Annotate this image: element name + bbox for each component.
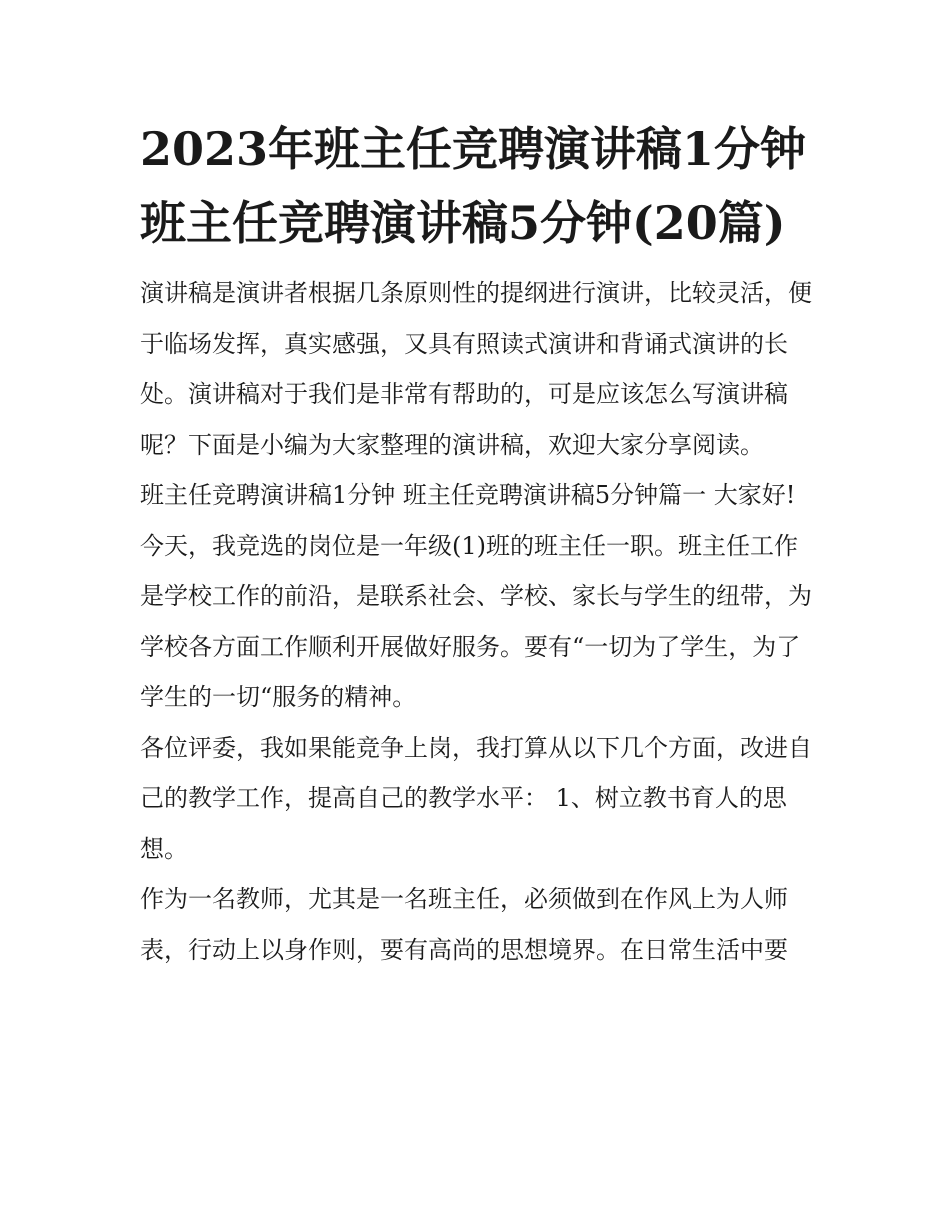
paragraph-teacher: 作为一名教师，尤其是一名班主任，必须做到在作风上为人师表，行动上以身作则，要有高尚的思想境界。在日常生活中要 [140,885,788,964]
paragraph-plan: 各位评委，我如果能竞争上岗，我打算从以下几个方面，改进自己的教学工作，提高自己的教学水平： 1、树立教书育人的思想。 [140,733,812,863]
document-title: 2023年班主任竞聘演讲稿1分钟 班主任竞聘演讲稿5分钟(20篇) [140,122,807,250]
paragraph-intro: 演讲稿是演讲者根据几条原则性的提纲进行演讲，比较灵活，便于临场发挥，真实感强，又具有照读式演讲和背诵式演讲的长处。演讲稿对于我们是非常有帮助的，可是应该怎么写演讲稿呢？下面是小编为大家整理的演讲稿，欢迎大家分享阅读。 [140,279,812,459]
paragraph-heading-one: 班主任竞聘演讲稿1分钟 班主任竞聘演讲稿5分钟篇一 大家好! [140,481,796,509]
document-page [140,112,816,975]
paragraph-position: 今天，我竞选的岗位是一年级(1)班的班主任一职。班主任工作是学校工作的前沿，是联系社会、学校、家长与学生的纽带，为学校各方面工作顺利开展做好服务。要有“一切为了学生，为了学生的一切“服务的精神。 [140,531,812,711]
